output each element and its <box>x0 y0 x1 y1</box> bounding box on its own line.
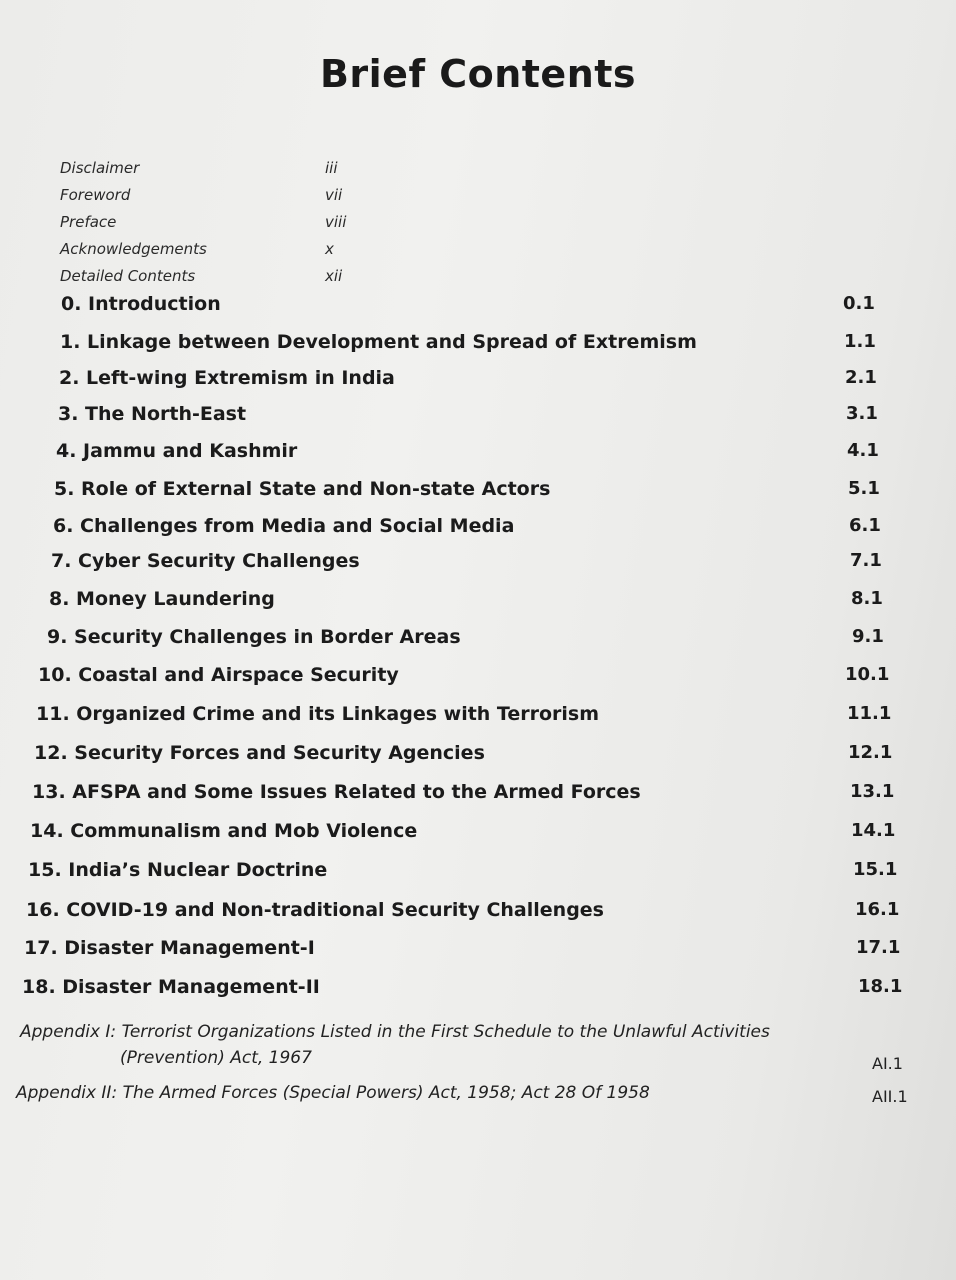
chapter-title: 0. Introduction <box>61 293 221 315</box>
chapter-page: 6.1 <box>849 515 881 536</box>
chapter-row <box>0 626 956 662</box>
chapter-title: 11. Organized Crime and its Linkages with Terrorism <box>36 703 600 725</box>
front-matter-label: Acknowledgements <box>60 239 207 258</box>
chapter-page: 11.1 <box>847 703 892 724</box>
chapter-page: 13.1 <box>850 781 895 802</box>
chapter-title: 7. Cyber Security Challenges <box>51 550 360 572</box>
front-matter-label: Disclaimer <box>60 158 140 177</box>
front-matter-item <box>60 181 420 208</box>
chapter-page: 8.1 <box>851 588 883 609</box>
chapter-page: 9.1 <box>852 626 884 647</box>
chapter-page: 0.1 <box>843 293 875 314</box>
chapter-page: 12.1 <box>848 742 893 763</box>
chapter-title: 14. Communalism and Mob Violence <box>30 820 418 842</box>
appendix-1-page: AI.1 <box>872 1054 903 1073</box>
chapter-page: 15.1 <box>853 859 898 880</box>
chapter-title: 5. Role of External State and Non-state Actors <box>54 478 551 500</box>
chapter-title: 13. AFSPA and Some Issues Related to the Armed Forces <box>32 781 641 803</box>
chapter-title: 16. COVID-19 and Non-traditional Security Challenges <box>26 899 604 921</box>
chapter-title: 9. Security Challenges in Border Areas <box>47 626 461 648</box>
chapter-title: 12. Security Forces and Security Agencies <box>34 742 485 764</box>
front-matter-label: Foreword <box>60 185 131 204</box>
chapter-page: 16.1 <box>855 899 900 920</box>
chapter-page: 18.1 <box>858 976 903 997</box>
appendix-1-title: Appendix I: Terrorist Organizations Listed in the First Schedule to the Unlawful Activities <box>20 1022 770 1042</box>
appendix-1-title-cont: (Prevention) Act, 1967 <box>120 1048 312 1068</box>
front-matter-page: viii <box>325 212 347 231</box>
chapter-page: 7.1 <box>850 550 882 571</box>
chapter-row <box>0 976 956 1012</box>
front-matter-item <box>60 262 420 289</box>
chapter-row <box>0 859 956 895</box>
front-matter-label: Detailed Contents <box>60 266 196 285</box>
chapter-row <box>0 293 956 329</box>
front-matter-list <box>60 154 420 289</box>
front-matter-item <box>60 235 420 262</box>
chapter-row <box>0 367 956 403</box>
chapter-title: 8. Money Laundering <box>49 588 275 610</box>
chapter-row <box>0 703 956 739</box>
page-title: Brief Contents <box>319 52 637 96</box>
chapter-row <box>0 478 956 514</box>
chapter-row <box>0 820 956 856</box>
chapter-row <box>0 781 956 817</box>
chapter-title: 10. Coastal and Airspace Security <box>38 664 399 686</box>
front-matter-page: vii <box>325 185 343 204</box>
chapter-page: 3.1 <box>846 403 878 424</box>
front-matter-page: xii <box>325 266 343 285</box>
chapter-row <box>0 937 956 973</box>
chapter-page: 5.1 <box>848 478 880 499</box>
chapter-page: 17.1 <box>856 937 901 958</box>
front-matter-label: Preface <box>60 212 117 231</box>
chapter-title: 6. Challenges from Media and Social Media <box>53 515 515 537</box>
chapter-row <box>0 664 956 700</box>
chapter-page: 1.1 <box>844 331 876 352</box>
chapter-title: 3. The North-East <box>58 403 247 425</box>
chapter-title: 4. Jammu and Kashmir <box>56 440 298 462</box>
chapter-page: 2.1 <box>845 367 877 388</box>
chapter-title: 2. Left-wing Extremism in India <box>59 367 395 389</box>
chapter-page: 14.1 <box>851 820 896 841</box>
chapter-row <box>0 588 956 624</box>
chapter-title: 1. Linkage between Development and Spread of Extremism <box>60 331 697 353</box>
chapter-row <box>0 550 956 586</box>
appendix-2-page: AII.1 <box>872 1087 908 1106</box>
front-matter-page: x <box>325 239 334 258</box>
chapter-row <box>0 899 956 935</box>
chapter-page: 10.1 <box>845 664 890 685</box>
chapter-page: 4.1 <box>847 440 879 461</box>
chapter-row <box>0 331 956 367</box>
chapter-title: 18. Disaster Management-II <box>22 976 320 998</box>
chapter-row <box>0 742 956 778</box>
front-matter-item <box>60 154 420 181</box>
chapter-row <box>0 515 956 551</box>
chapter-row <box>0 440 956 476</box>
front-matter-page: iii <box>325 158 338 177</box>
chapter-title: 17. Disaster Management-I <box>24 937 315 959</box>
front-matter-item <box>60 208 420 235</box>
chapter-title: 15. India’s Nuclear Doctrine <box>28 859 328 881</box>
chapter-row <box>0 403 956 439</box>
appendix-2-title: Appendix II: The Armed Forces (Special Powers) Act, 1958; Act 28 Of 1958 <box>16 1083 650 1103</box>
